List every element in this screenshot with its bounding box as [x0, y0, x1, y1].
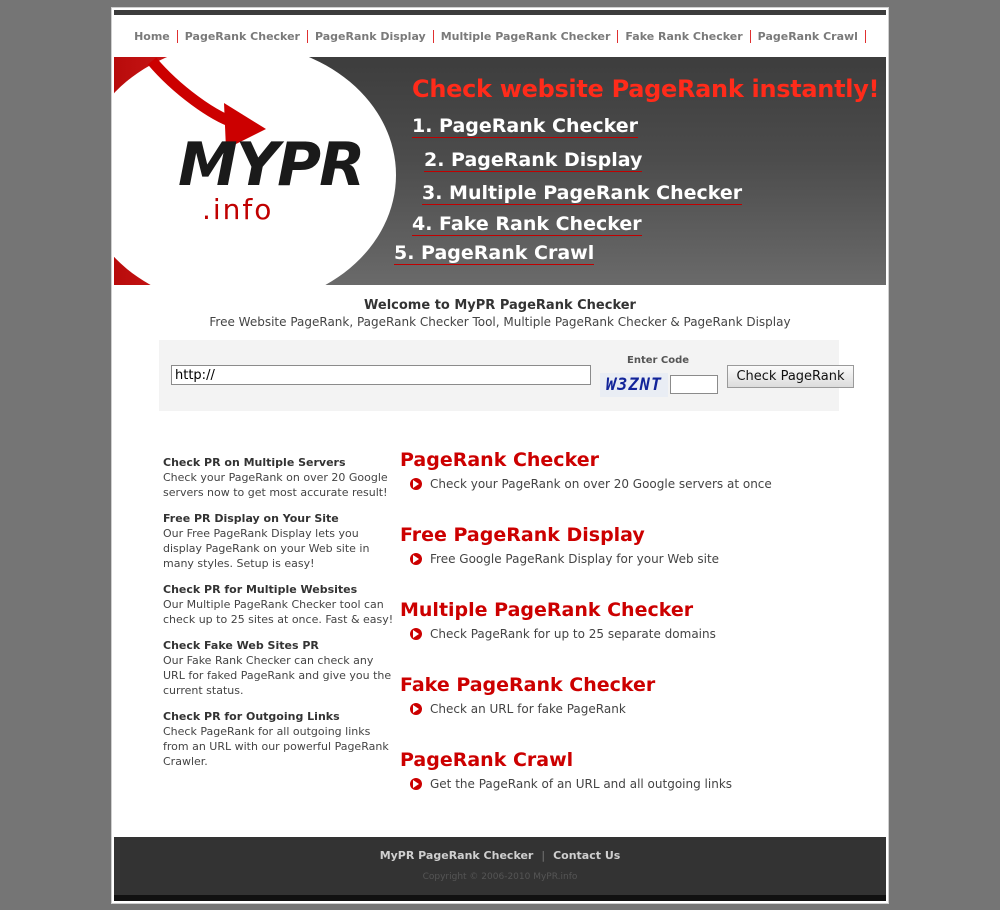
- feature-title-link[interactable]: PageRank Checker: [400, 449, 599, 471]
- nav-pagerank-display-link[interactable]: PageRank Display: [308, 30, 434, 43]
- sidebar-item: [163, 455, 395, 500]
- nav-pagerank-crawl-link[interactable]: PageRank Crawl: [751, 30, 866, 43]
- banner-list-label: 2. PageRank Display: [424, 149, 643, 171]
- arrow-bullet-icon: [410, 553, 422, 565]
- welcome-title: Welcome to MyPR PageRank Checker: [364, 298, 636, 313]
- arrow-bullet-icon: [410, 478, 422, 490]
- feature-title-link[interactable]: PageRank Crawl: [400, 749, 574, 771]
- captcha-code-input[interactable]: [670, 375, 718, 394]
- captcha-image: W3ZNT: [600, 373, 668, 397]
- banner-list-label: 1. PageRank Checker: [412, 115, 639, 137]
- sidebar-item-text: Check PageRank for all outgoing links from an URL with our powerful PageRank Crawler.: [163, 725, 389, 768]
- banner-list-item[interactable]: [424, 149, 642, 171]
- banner-list-item[interactable]: [394, 242, 594, 264]
- hero-banner: [114, 57, 886, 285]
- nav-fake-rank-checker-link[interactable]: Fake Rank Checker: [618, 30, 750, 43]
- feature-title-link[interactable]: Fake PageRank Checker: [400, 674, 656, 696]
- banner-list-item[interactable]: [412, 213, 642, 235]
- banner-list-label: 5. PageRank Crawl: [394, 242, 595, 264]
- pagerank-form: [159, 340, 845, 411]
- banner-list-item[interactable]: [422, 182, 742, 204]
- feature-item: [400, 448, 860, 523]
- feature-desc-text: Check your PageRank on over 20 Google servers at once: [430, 477, 772, 491]
- banner-list-item[interactable]: [412, 115, 638, 137]
- footer-bottom-bar: [114, 895, 886, 901]
- feature-item: [400, 523, 860, 598]
- feature-desc: [410, 626, 860, 642]
- footer-home-link[interactable]: MyPR PageRank Checker: [379, 849, 534, 862]
- sidebar-features: [163, 455, 395, 780]
- sidebar-item: [163, 638, 395, 698]
- sidebar-item: [163, 709, 395, 769]
- feature-item: [400, 748, 860, 823]
- sidebar-item-title: Check PR on Multiple Servers: [163, 456, 346, 469]
- welcome-section: [112, 298, 888, 330]
- top-bar: [114, 10, 886, 15]
- welcome-subtitle: Free Website PageRank, PageRank Checker Tool, Multiple PageRank Checker & PageRank Display: [209, 315, 791, 329]
- feature-desc: [410, 701, 860, 717]
- sidebar-item-text: Our Free PageRank Display lets you display PageRank on your Web site in many styles. Setup is easy!: [163, 527, 370, 570]
- feature-item: [400, 598, 860, 673]
- feature-desc: [410, 476, 860, 492]
- feature-desc: [410, 776, 860, 792]
- sidebar-item-title: Check Fake Web Sites PR: [163, 639, 319, 652]
- feature-desc-text: Check PageRank for up to 25 separate domains: [430, 627, 716, 641]
- feature-desc: [410, 551, 860, 567]
- feature-title-link[interactable]: Multiple PageRank Checker: [400, 599, 694, 621]
- copyright-text: Copyright © 2006-2010 MyPR.info: [422, 872, 578, 882]
- feature-desc-text: Check an URL for fake PageRank: [430, 702, 626, 716]
- nav-home-link[interactable]: Home: [134, 30, 178, 43]
- sidebar-item-text: Our Fake Rank Checker can check any URL for faked PageRank and give you the current status.: [163, 654, 392, 697]
- arrow-bullet-icon: [410, 703, 422, 715]
- logo-mypr: MYPR: [178, 130, 364, 200]
- feature-item: [400, 673, 860, 748]
- feature-desc-text: Free Google PageRank Display for your Web site: [430, 552, 720, 566]
- logo-info: .info: [202, 193, 274, 226]
- feature-list: [400, 448, 860, 823]
- sidebar-item-title: Free PR Display on Your Site: [163, 512, 339, 525]
- sidebar-item: [163, 582, 395, 627]
- footer-links: [114, 849, 886, 863]
- arrow-bullet-icon: [410, 628, 422, 640]
- page-container: [111, 7, 889, 904]
- nav-multiple-pagerank-checker-link[interactable]: Multiple PageRank Checker: [434, 30, 619, 43]
- footer: [114, 837, 886, 895]
- url-input[interactable]: [171, 365, 591, 385]
- footer-contact-link[interactable]: Contact Us: [553, 849, 621, 862]
- enter-code-label: Enter Code: [627, 355, 690, 366]
- feature-desc-text: Get the PageRank of an URL and all outgoing links: [430, 777, 733, 791]
- banner-list-label: 4. Fake Rank Checker: [412, 213, 642, 235]
- banner-list-label: 3. Multiple PageRank Checker: [422, 182, 743, 204]
- main-nav: [112, 30, 888, 46]
- feature-title-link[interactable]: Free PageRank Display: [400, 524, 645, 546]
- sidebar-item-title: Check PR for Multiple Websites: [163, 583, 358, 596]
- arrow-bullet-icon: [410, 778, 422, 790]
- banner-headline: Check website PageRank instantly!: [412, 75, 880, 103]
- sidebar-item: [163, 511, 395, 571]
- footer-separator: |: [541, 849, 546, 862]
- sidebar-item-text: Check your PageRank on over 20 Google servers now to get most accurate result!: [163, 471, 388, 499]
- check-pagerank-button[interactable]: Check PageRank: [727, 365, 854, 388]
- sidebar-item-text: Our Multiple PageRank Checker tool can check up to 25 sites at once. Fast & easy!: [163, 598, 394, 626]
- nav-pagerank-checker-link[interactable]: PageRank Checker: [178, 30, 308, 43]
- sidebar-item-title: Check PR for Outgoing Links: [163, 710, 340, 723]
